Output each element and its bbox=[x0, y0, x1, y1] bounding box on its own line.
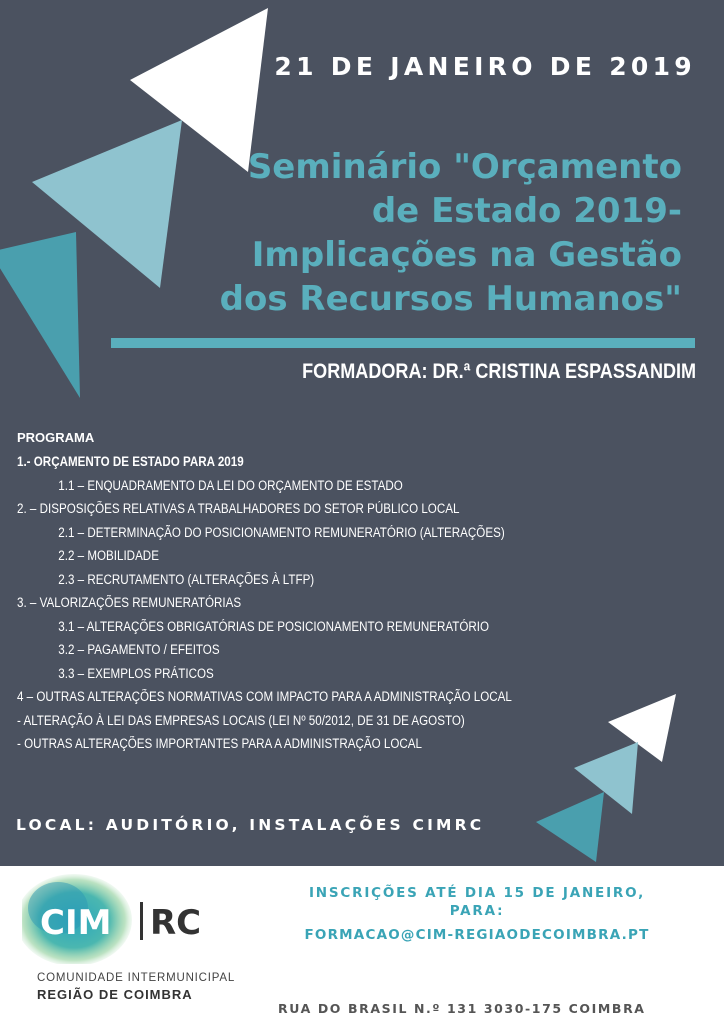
title-line: dos Recursos Humanos" bbox=[219, 279, 682, 319]
program-item: - OUTRAS ALTERAÇÕES IMPORTANTES PARA A ADMINISTRAÇÃO LOCAL bbox=[17, 736, 422, 751]
program-item: 3.3 – EXEMPLOS PRÁTICOS bbox=[58, 665, 214, 681]
program-item: 3. – VALORIZAÇÕES REMUNERATÓRIAS bbox=[17, 595, 242, 610]
program-item: 2.1 – DETERMINAÇÃO DO POSICIONAMENTO REMUNERATÓRIO (ALTERAÇÕES) bbox=[58, 524, 505, 540]
event-date: DIA 21 DE JANEIRO DE 2019 bbox=[199, 52, 696, 81]
venue: LOCAL: AUDITÓRIO, INSTALAÇÕES CIMRC bbox=[16, 816, 485, 834]
registration-info bbox=[272, 884, 682, 944]
seminar-title bbox=[162, 145, 682, 321]
org-name-line1: COMUNIDADE INTERMUNICIPAL bbox=[37, 972, 236, 984]
program-list bbox=[17, 454, 657, 760]
registration-for: PARA: bbox=[449, 903, 505, 919]
registration-deadline: INSCRIÇÕES ATÉ DIA 15 DE JANEIRO, bbox=[308, 885, 646, 901]
logo-rc-text: RC bbox=[150, 903, 202, 943]
logo-separator bbox=[140, 902, 143, 940]
program-item: 2. – DISPOSIÇÕES RELATIVAS A TRABALHADORES DO SETOR PÚBLICO LOCAL bbox=[17, 501, 460, 516]
poster-footer bbox=[0, 866, 724, 1024]
program-item: 1.- ORÇAMENTO DE ESTADO PARA 2019 bbox=[17, 454, 244, 469]
address: RUA DO BRASIL N.º 131 3030-175 COIMBRA bbox=[278, 1001, 646, 1016]
title-line: Seminário "Orçamento bbox=[247, 147, 682, 187]
org-name-line2: REGIÃO DE COIMBRA bbox=[37, 987, 193, 1002]
title-divider bbox=[111, 338, 695, 348]
logo-cim-text: CIM bbox=[40, 903, 112, 943]
program-item: 3.2 – PAGAMENTO / EFEITOS bbox=[58, 642, 220, 657]
program-item: - ALTERAÇÃO À LEI DAS EMPRESAS LOCAIS (LEI Nº 50/2012, DE 31 DE AGOSTO) bbox=[17, 712, 465, 728]
program-item: 4 – OUTRAS ALTERAÇÕES NORMATIVAS COM IMPACTO PARA A ADMINISTRAÇÃO LOCAL bbox=[17, 689, 512, 704]
triangle-teal-bottom bbox=[536, 792, 604, 862]
registration-email[interactable]: FORMACAO@CIM-REGIAODECOIMBRA.PT bbox=[304, 927, 650, 943]
program-item: 3.1 – ALTERAÇÕES OBRIGATÓRIAS DE POSICIONAMENTO REMUNERATÓRIO bbox=[58, 618, 490, 634]
title-line: Implicações na Gestão bbox=[251, 235, 682, 275]
title-line: de Estado 2019- bbox=[371, 191, 682, 231]
trainer-name: FORMADORA: DR.ª CRISTINA ESPASSANDIM bbox=[302, 360, 696, 383]
program-item: 2.2 – MOBILIDADE bbox=[58, 548, 159, 563]
program-item: 1.1 – ENQUADRAMENTO DA LEI DO ORÇAMENTO DE ESTADO bbox=[58, 477, 403, 493]
program-title: PROGRAMA bbox=[17, 430, 95, 445]
program-item: 2.3 – RECRUTAMENTO (ALTERAÇÕES À LTFP) bbox=[58, 571, 315, 587]
program-section bbox=[17, 430, 657, 760]
cimrc-logo bbox=[22, 874, 222, 964]
